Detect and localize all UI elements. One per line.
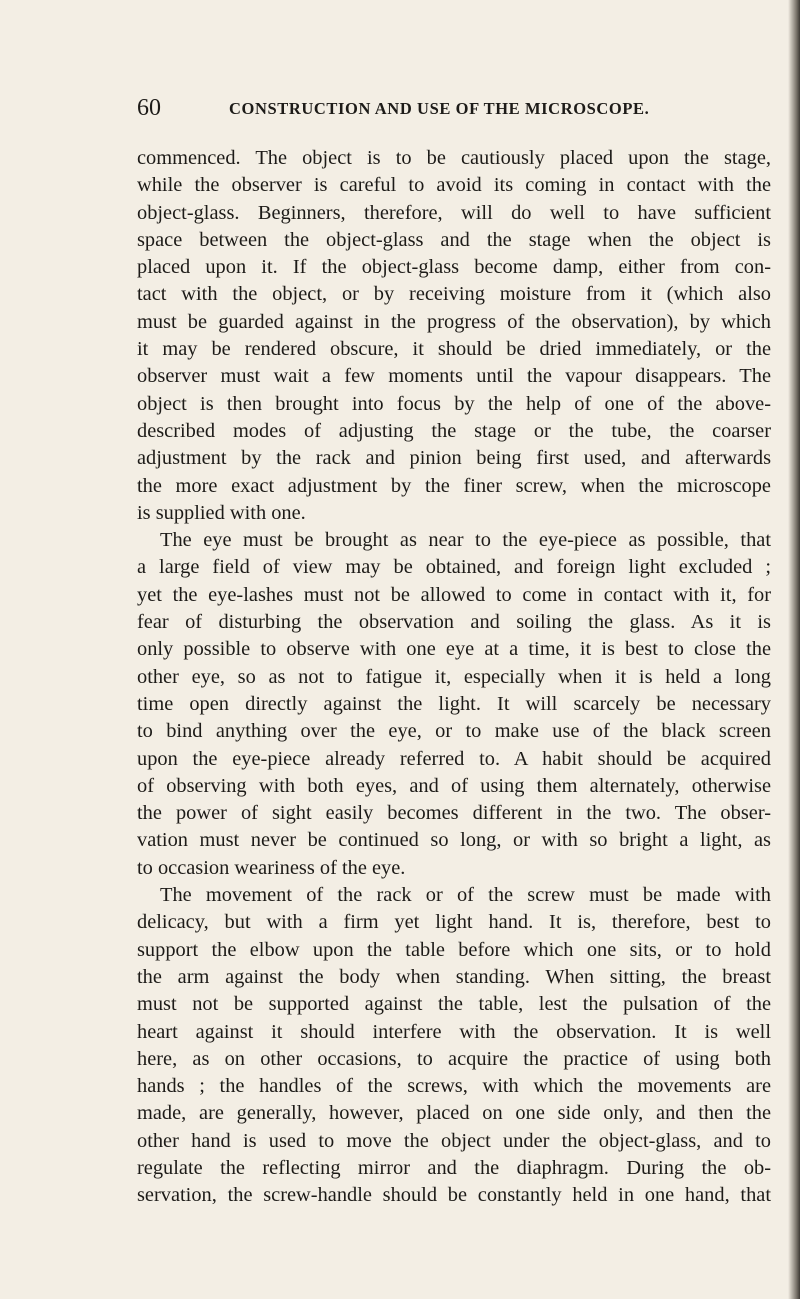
text-line: of observing with both eyes, and of using them alternately, otherwise	[137, 774, 771, 797]
text-line: vation must never be continued so long, or with so bright a light, as	[137, 829, 771, 852]
text-line: described modes of adjusting the stage or the tube, the coarser	[137, 419, 771, 442]
text-line: the more exact adjustment by the finer screw, when the microscope	[137, 474, 771, 497]
body-text	[137, 145, 771, 1210]
text-line: fear of disturbing the observation and soiling the glass. As it is	[137, 611, 771, 634]
text-line: placed upon it. If the object-glass become damp, either from con-	[137, 256, 771, 279]
text-line: to occasion weariness of the eye.	[137, 856, 406, 879]
text-line: must not be supported against the table, lest the pulsation of the	[137, 993, 771, 1016]
text-line: while the observer is careful to avoid its coming in contact with the	[137, 174, 771, 197]
text-line: space between the object-glass and the stage when the object is	[137, 228, 771, 251]
page-header	[137, 95, 677, 121]
running-title: CONSTRUCTION AND USE OF THE MICROSCOPE.	[229, 99, 650, 118]
text-line: made, are generally, however, placed on one side only, and then the	[137, 1102, 771, 1125]
text-line: The movement of the rack or of the screw must be made with	[160, 884, 771, 907]
text-line: other hand is used to move the object under the object-glass, and to	[137, 1129, 771, 1152]
paragraph	[137, 882, 771, 1210]
text-line: the arm against the body when standing. When sitting, the breast	[137, 965, 771, 988]
text-line: object is then brought into focus by the help of one of the above-	[137, 392, 771, 415]
text-line: regulate the reflecting mirror and the diaphragm. During the ob-	[137, 1156, 771, 1179]
text-line: the power of sight easily becomes different in the two. The obser-	[137, 802, 771, 825]
text-line: servation, the screw-handle should be constantly held in one hand, that	[137, 1184, 771, 1207]
page-number: 60	[137, 95, 161, 121]
text-line: The eye must be brought as near to the eye-piece as possible, that	[160, 529, 771, 552]
text-line: commenced. The object is to be cautiously placed upon the stage,	[137, 147, 771, 169]
text-line: yet the eye-lashes must not be allowed to come in contact with it, for	[137, 583, 771, 606]
text-line: to bind anything over the eye, or to make use of the black screen	[137, 720, 771, 743]
text-line: heart against it should interfere with the observation. It is well	[137, 1020, 771, 1043]
text-line: a large field of view may be obtained, and foreign light excluded ;	[137, 556, 771, 579]
text-line: upon the eye-piece already referred to. A habit should be acquired	[137, 747, 771, 770]
text-line: time open directly against the light. It will scarcely be necessary	[137, 692, 771, 715]
text-line: here, as on other occasions, to acquire the practice of using both	[137, 1047, 771, 1070]
text-line: it may be rendered obscure, it should be dried immediately, or the	[137, 338, 771, 361]
text-line: hands ; the handles of the screws, with which the movements are	[137, 1075, 771, 1098]
text-line: adjustment by the rack and pinion being first used, and afterwards	[137, 447, 771, 470]
text-line: only possible to observe with one eye at a time, it is best to close the	[137, 638, 771, 661]
paragraph	[137, 145, 771, 527]
text-line: observer must wait a few moments until the vapour disappears. The	[137, 365, 771, 388]
text-line: delicacy, but with a firm yet light hand. It is, therefore, best to	[137, 911, 771, 934]
paragraph	[137, 527, 771, 882]
text-line: object-glass. Beginners, therefore, will do well to have sufficient	[137, 201, 771, 224]
text-line: tact with the object, or by receiving moisture from it (which also	[137, 283, 771, 306]
page-edge-shadow	[788, 0, 800, 1299]
text-line: is supplied with one.	[137, 501, 306, 524]
text-line: support the elbow upon the table before which one sits, or to hold	[137, 938, 771, 961]
text-line: other eye, so as not to fatigue it, especially when it is held a long	[137, 665, 771, 688]
text-line: must be guarded against in the progress of the observation), by which	[137, 310, 771, 333]
